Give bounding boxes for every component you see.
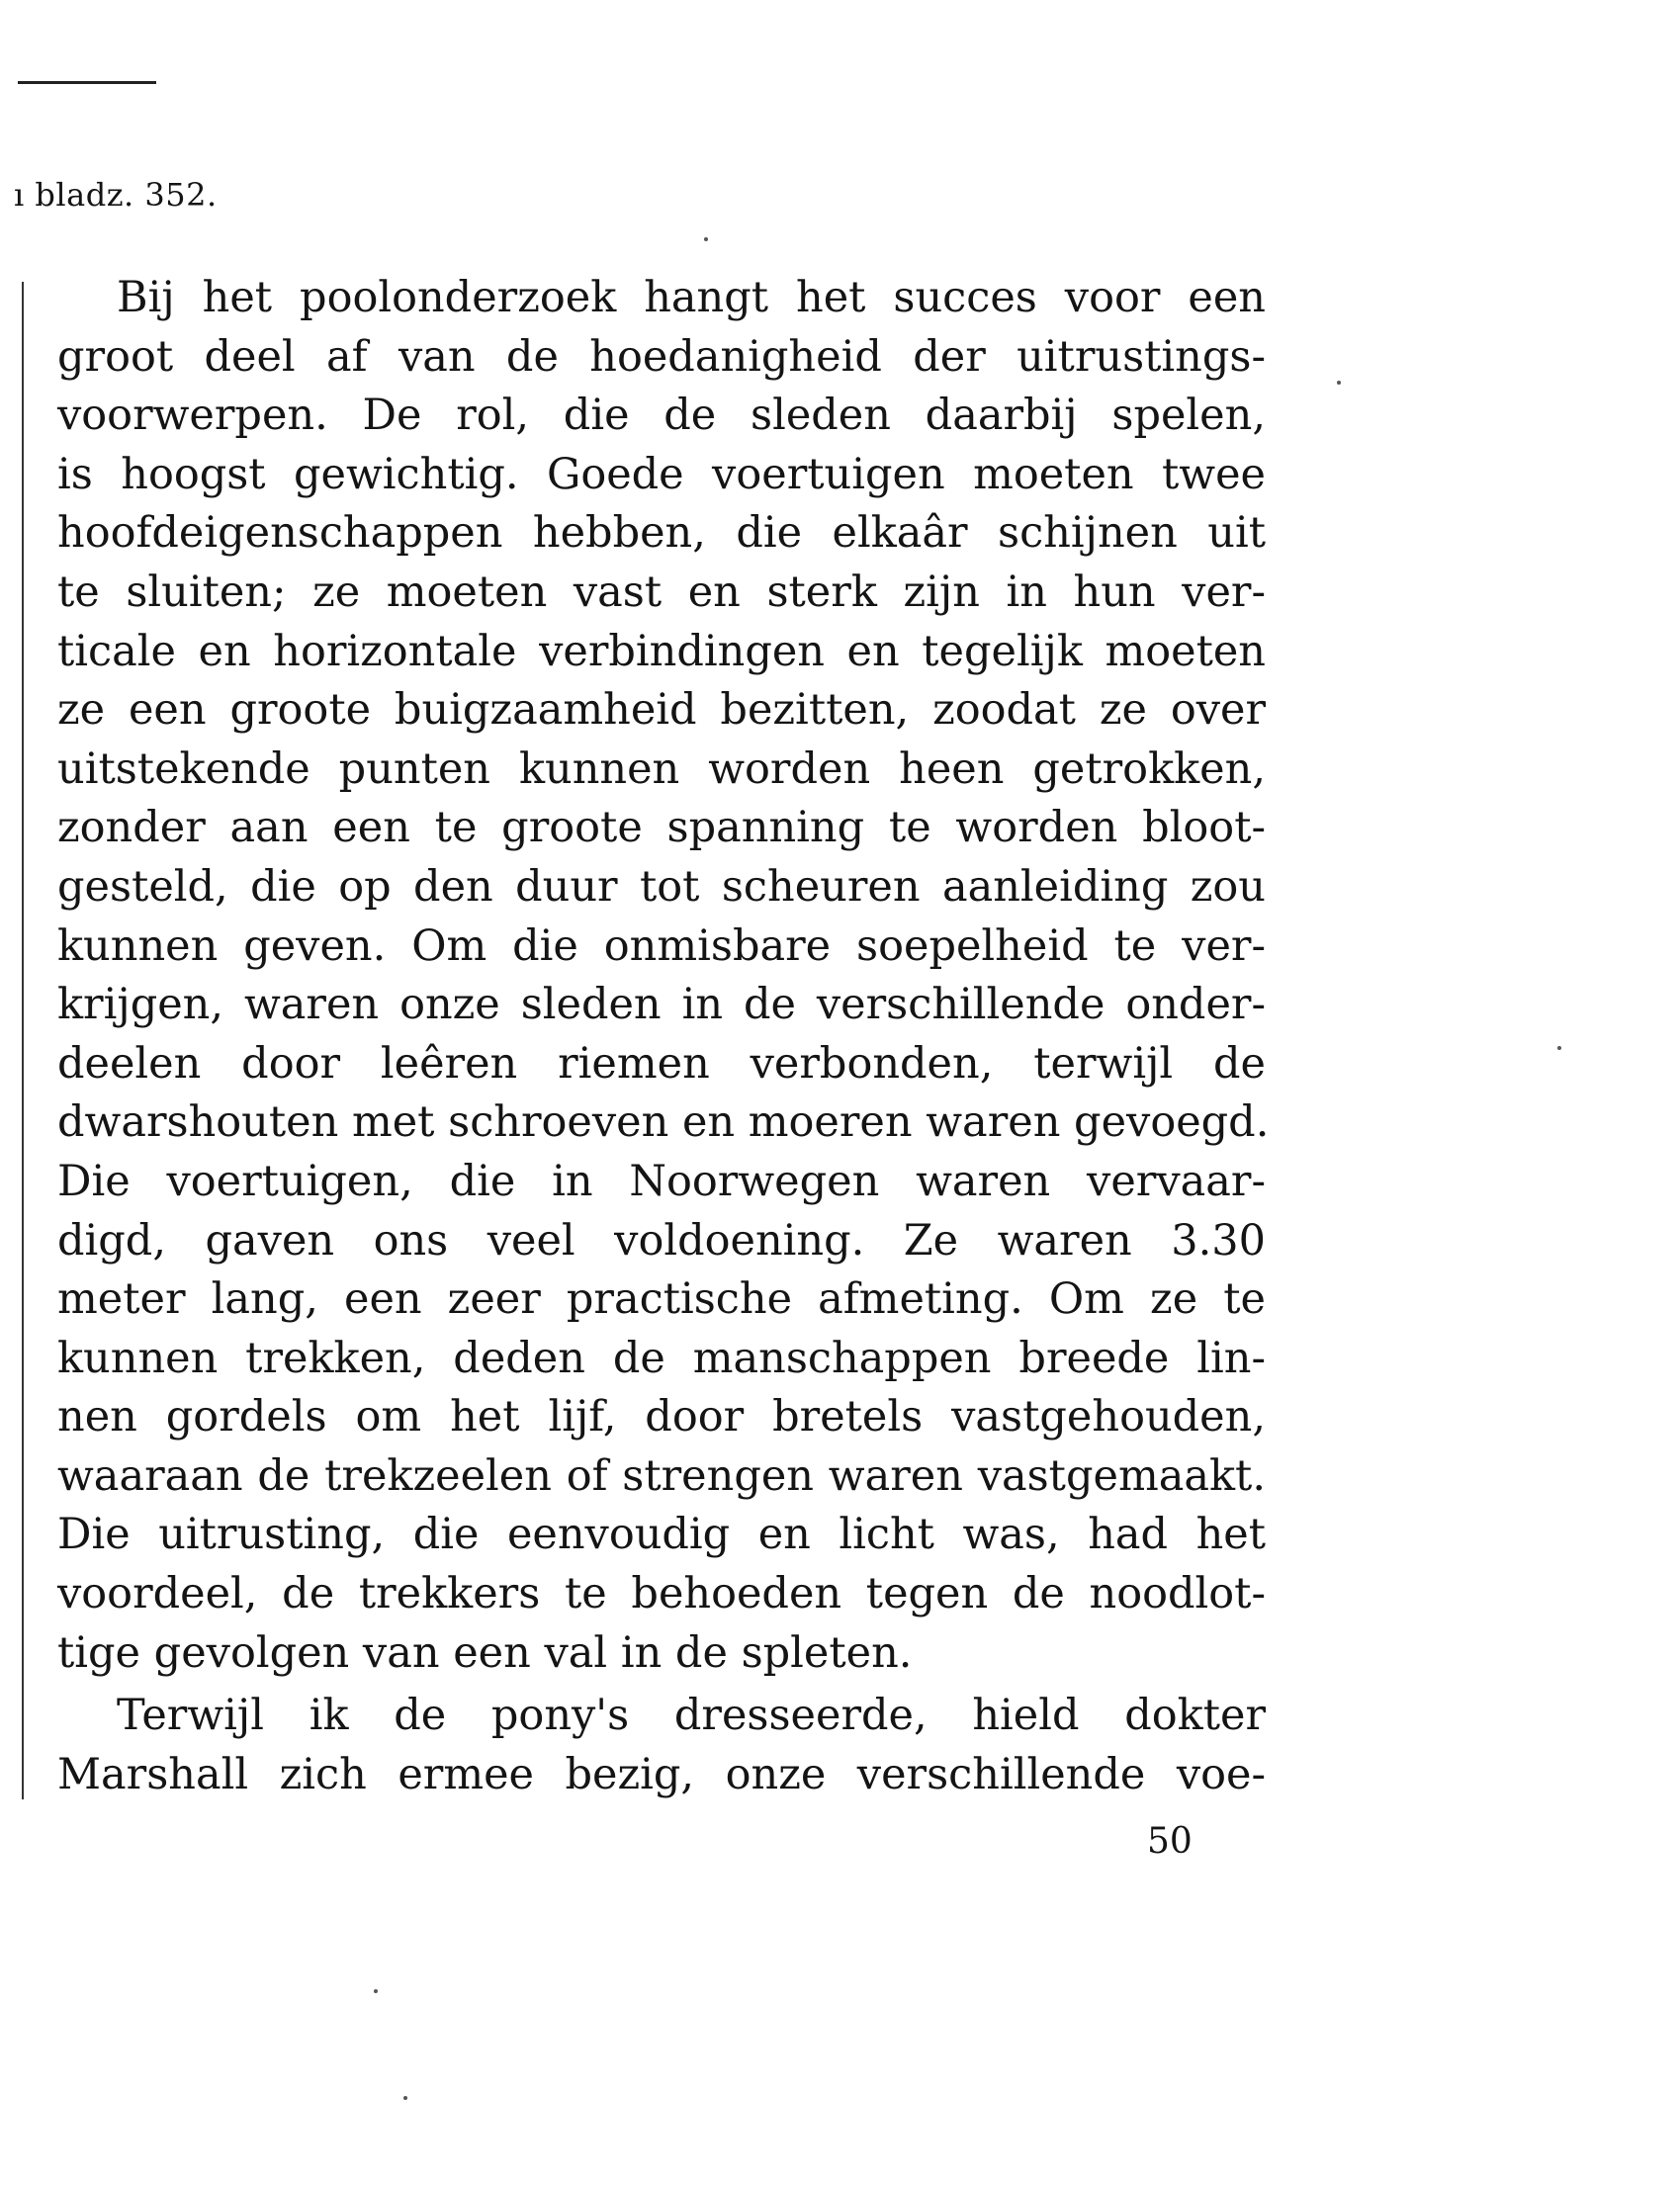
text-line: meter lang, een zeer practische afmeting. Om ze te (57, 1274, 1266, 1325)
text-line: Marshall zich ermee bezig, onze verschillende voe- (57, 1749, 1266, 1799)
text-line: ze een groote buigzaamheid bezitten, zoodat ze over (57, 685, 1266, 736)
text-line: ticale en horizontale verbindingen en tegelijk moeten (57, 626, 1266, 676)
paragraph-2 (57, 1687, 1266, 1804)
text-line: voorwerpen. De rol, die de sleden daarbij spelen, (57, 391, 1266, 441)
text-line: digd, gaven ons veel voldoening. Ze waren 3.30 (57, 1215, 1266, 1266)
text-line: hoofdeigenschappen hebben, die elkaâr schijnen uit (57, 508, 1266, 559)
text-line: Bij het poolonderzoek hangt het succes voor een (117, 273, 1266, 322)
print-speck (1557, 1046, 1561, 1050)
margin-line (22, 282, 24, 1799)
text-line: tige gevolgen van een val in de spleten. (57, 1627, 913, 1678)
paragraph-1 (57, 269, 1270, 1683)
text-line: nen gordels om het lijf, door bretels vastgehouden, (57, 1392, 1266, 1442)
text-line: uitstekende punten kunnen worden heen getrokken, (57, 743, 1266, 794)
text-line: Terwijl ik de pony's dresseerde, hield dokter (117, 1691, 1266, 1741)
footnote-reference: ı bladz. 352. (14, 176, 218, 214)
text-line: groot deel af van de hoedanigheid der uitrustings- (57, 331, 1266, 382)
body-text (57, 269, 1270, 1804)
top-rule (18, 81, 156, 84)
page-number: 50 (1147, 1821, 1193, 1862)
text-line: voordeel, de trekkers te behoeden tegen de noodlot- (57, 1569, 1266, 1619)
text-line: is hoogst gewichtig. Goede voertuigen moeten twee (57, 449, 1266, 499)
print-speck (403, 2096, 407, 2100)
text-line: gesteld, die op den duur tot scheuren aanleiding zou (57, 861, 1266, 912)
text-line: Die voertuigen, die in Noorwegen waren vervaar- (57, 1156, 1266, 1206)
print-speck (704, 237, 708, 241)
text-line: kunnen trekken, deden de manschappen breede lin- (57, 1333, 1266, 1383)
text-line: kunnen geven. Om die onmisbare soepelheid te ver- (57, 920, 1266, 971)
print-speck (374, 1989, 378, 1993)
text-line: dwarshouten met schroeven en moeren waren gevoegd. (57, 1097, 1270, 1148)
text-line: deelen door leêren riemen verbonden, terwijl de (57, 1038, 1266, 1089)
text-line: te sluiten; ze moeten vast en sterk zijn in hun ver- (57, 567, 1266, 617)
print-speck (1337, 381, 1341, 385)
text-line: krijgen, waren onze sleden in de verschillende onder- (57, 980, 1266, 1030)
text-line: zonder aan een te groote spanning te worden bloot- (57, 803, 1266, 853)
text-line: Die uitrusting, die eenvoudig en licht was, had het (57, 1510, 1266, 1560)
text-line: waaraan de trekzeelen of strengen waren vastgemaakt. (57, 1450, 1266, 1501)
